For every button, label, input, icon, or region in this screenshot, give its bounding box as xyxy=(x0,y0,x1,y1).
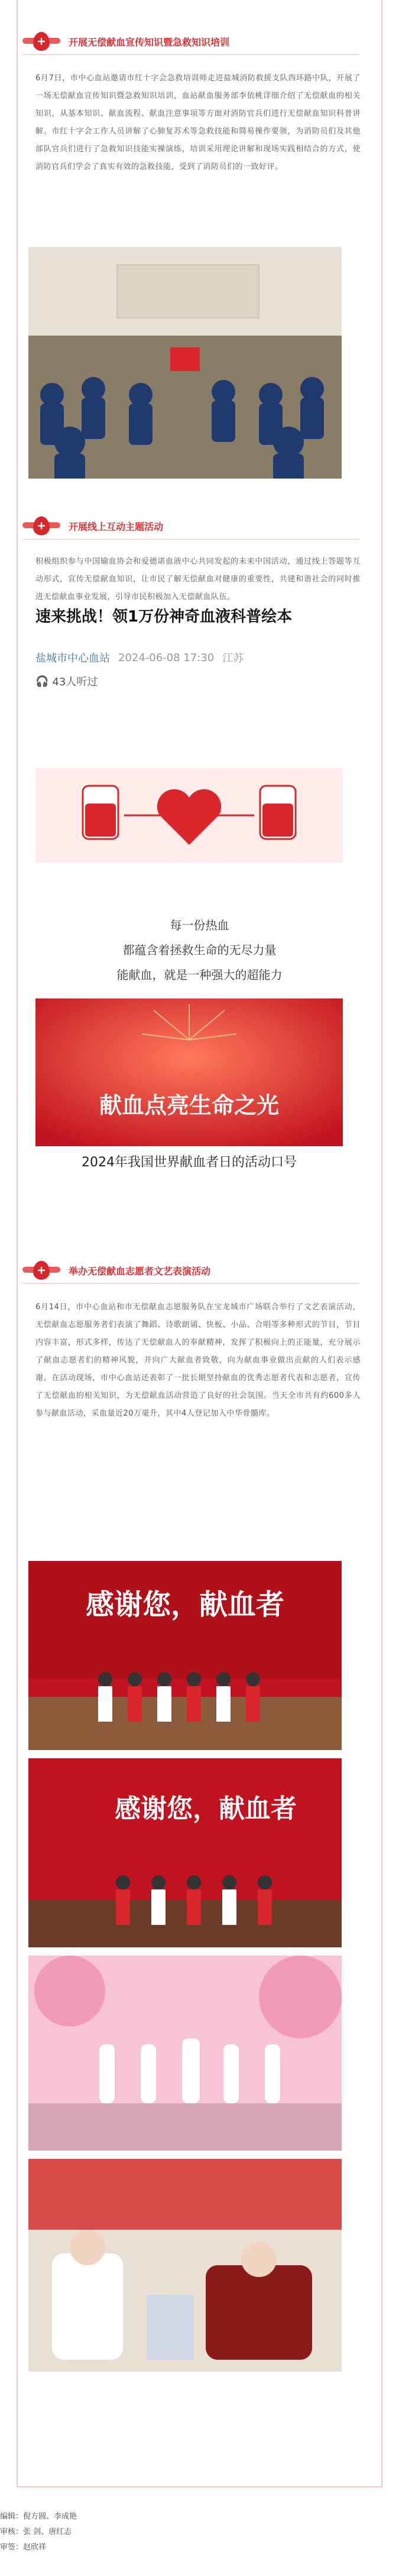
poem-line-1: 每一份热血 xyxy=(170,918,229,932)
blood-drop-icon xyxy=(22,514,64,538)
article-source[interactable]: 盐城市中心血站 xyxy=(35,652,110,665)
section3-paragraph: 6月14日，市中心血站和市无偿献血志愿服务队在宝龙城市广场联合举行了文艺表演活动，无偿献血志愿服务者们表演了舞蹈、诗歌朗诵、快板、小品、合唱等多种形式的节目，节目内容丰富，形式多样，传达了无偿献血人的奉献精神，发挥了积极向上的正能量，充分展示了献血志愿者们的精神风貌，并向广大献血者致敬，向为献血事业做出贡献的人们表示感谢。在活动现场，市中心血站还表彰了一批长期坚持献血的优秀志愿者代表和志愿者，宣传了无偿献血的相关知识，为无偿献血活动营造了良好的社会氛围。当天全市共有约600多人参与献血活动，采血量近20万毫升，其中4人登记加入中华骨髓库。 xyxy=(35,1303,361,1418)
listen-count-label: 43人听过 xyxy=(52,676,98,688)
photo-performance xyxy=(28,1956,342,2151)
banner-image xyxy=(35,998,343,1146)
credit-approve-label: 审签： xyxy=(0,2543,24,2552)
slogan-caption: 2024年我国世界献血者日的活动口号 xyxy=(82,1155,297,1169)
article-meta xyxy=(35,650,244,665)
article-date: 2024-06-08 17:30 xyxy=(118,651,215,664)
cut-text-container xyxy=(35,1152,343,1169)
section2-title: 开展线上互动主题活动 xyxy=(69,521,164,532)
section2-paragraph: 积极组织参与中国输血协会和爱德诺血液中心共同发起的未来中国活动，通过线上答题等互动形式，宣传无偿献血知识，让市民了解无偿献血对健康的重要性，共建和谐社会的同时推进无偿献血事业发展，引导市民积极加入无偿献血队伍。 xyxy=(35,557,361,601)
blood-bag-illustration xyxy=(35,768,343,863)
section1-title: 开展无偿献血宣传知识暨急救知识培训 xyxy=(69,36,230,48)
section1-divider xyxy=(22,54,359,55)
poem-line-2: 都蕴含着拯救生命的无尽力量 xyxy=(122,943,277,957)
blood-drop-icon xyxy=(22,1258,64,1282)
credit-editor-label: 编辑： xyxy=(0,2512,24,2521)
poem-line-3: 能献血，就是一种强大的超能力 xyxy=(116,968,283,982)
photo-stage-group xyxy=(28,1561,342,1750)
stage-banner-text: 感谢您，献血者 xyxy=(85,1588,285,1621)
credit-approve xyxy=(0,2542,46,2554)
credit-review-label: 审核： xyxy=(0,2528,24,2536)
section3-header xyxy=(22,1258,210,1282)
article-headline[interactable]: 速来挑战！领1万份神奇血液科普绘本 xyxy=(35,608,293,626)
banner-slogan: 献血点亮生命之光 xyxy=(99,1092,279,1118)
credit-approve-names: 赵欣祥 xyxy=(23,2543,47,2552)
section3-divider xyxy=(22,1283,359,1284)
photo-donation-site xyxy=(28,2159,342,2372)
section1-header xyxy=(22,30,229,53)
listen-count[interactable] xyxy=(35,674,98,689)
credit-editor xyxy=(0,2511,77,2523)
photo-award xyxy=(28,1758,342,1947)
credit-review xyxy=(0,2526,72,2538)
credit-editor-names: 倪方圆、李成艳 xyxy=(23,2512,77,2521)
article-region: 江苏 xyxy=(222,652,244,665)
photo-training xyxy=(28,247,342,479)
award-banner-text: 感谢您，献血者 xyxy=(115,1794,297,1824)
credit-review-names: 张 剑、唐红志 xyxy=(23,2528,72,2536)
section1-paragraph: 6月7日，市中心血站邀请市红十字会急救培训师走进盐城消防救援支队西环路中队，开展了一场无偿献血宣传知识暨急救知识培训，血站献血服务部李依桃详细介绍了无偿献血的相关知识，从基本知识、献血流程、献血注意事项等方面对消防官兵们进行无偿献血知识科普讲解。市红十字会工作人员讲解了心肺复苏术等急救技能和简易操作要领，为消防员们及其他部队官兵们进行了急救知识技能实操演练，培训采用理论讲解和现场实践相结合的方式，使消防官兵们学会了真实有效的急救技能，受到了消防员们的一致好评。 xyxy=(35,74,361,171)
blood-drop-icon xyxy=(22,30,64,53)
section2-header xyxy=(22,514,163,538)
headphones-icon: 🎧 xyxy=(35,675,49,688)
section3-title: 举办无偿献血志愿者文艺表演活动 xyxy=(69,1265,211,1277)
